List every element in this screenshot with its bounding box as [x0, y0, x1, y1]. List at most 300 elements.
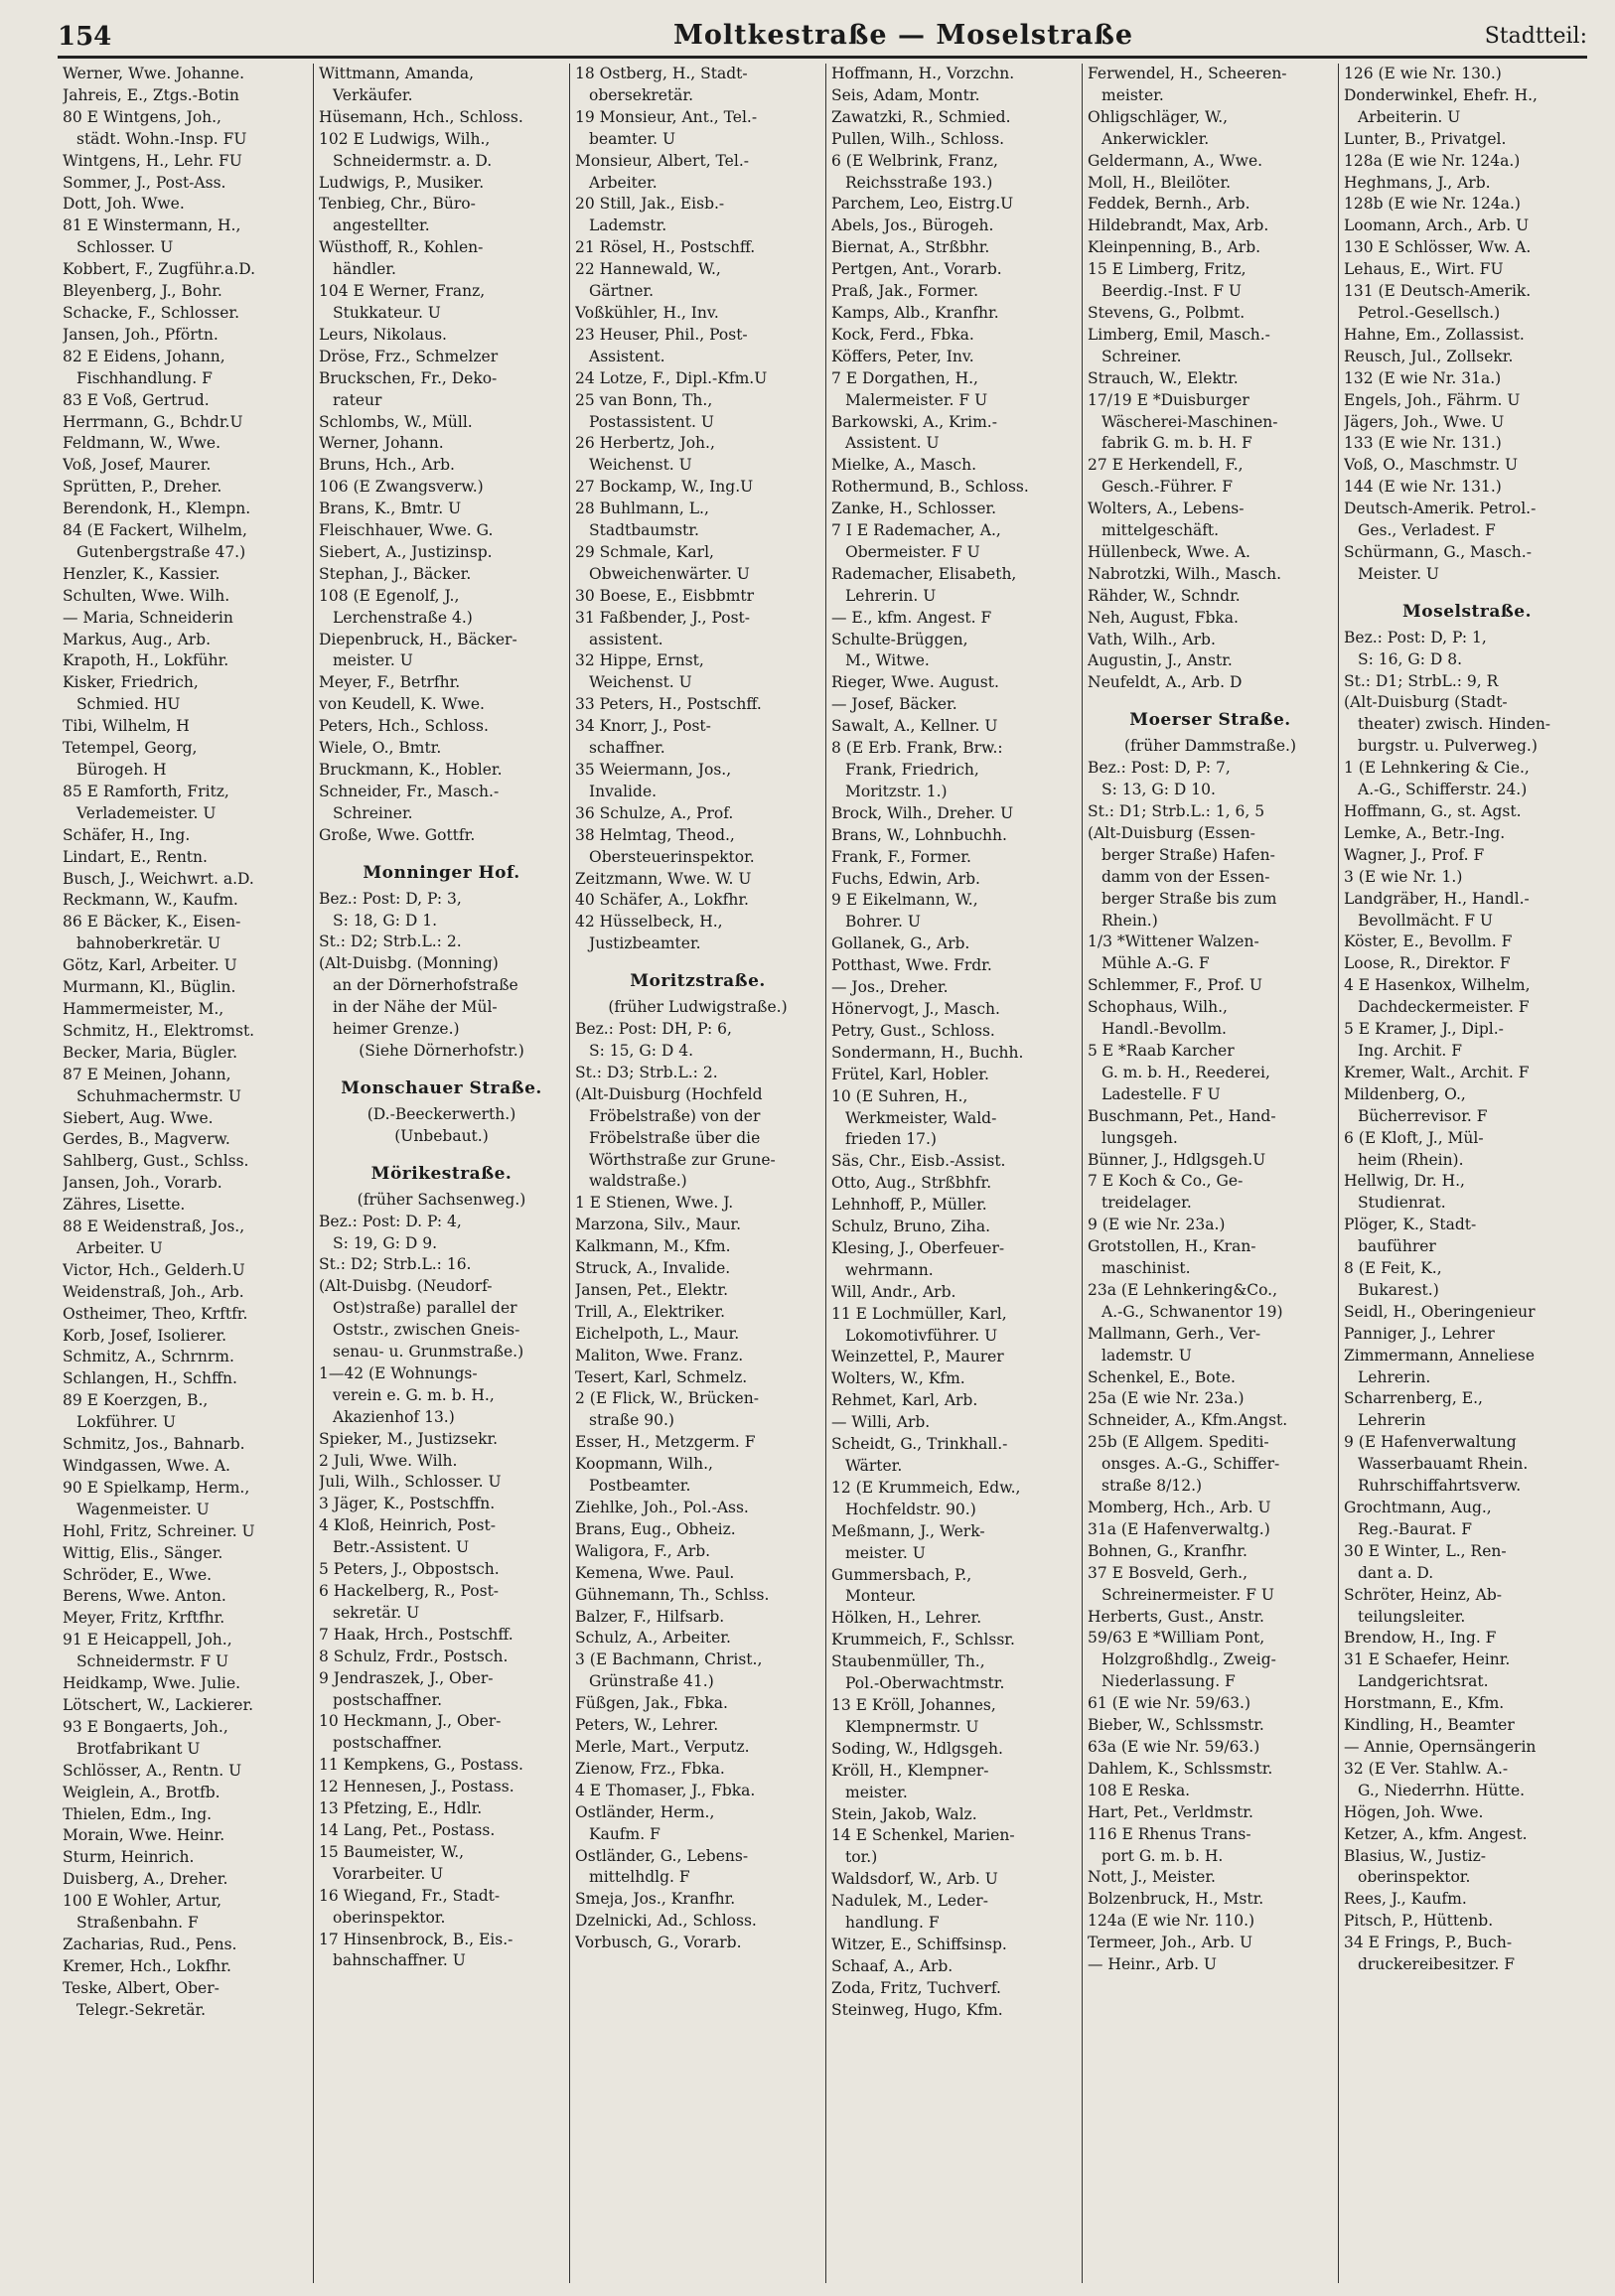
- directory-entry: Vorbusch, G., Vorarb.: [575, 1934, 742, 1952]
- directory-entry: 34 Knorr, J., Post-: [575, 717, 711, 736]
- directory-entry: G. m. b. H., Reederei,: [1101, 1063, 1270, 1081]
- directory-entry: 2 (E Flick, W., Brücken-: [575, 1389, 759, 1408]
- directory-entry: Malermeister. F U: [845, 390, 988, 409]
- directory-entry: — Jos., Dreher.: [831, 978, 949, 997]
- directory-entry: oberinspektor.: [333, 1908, 446, 1927]
- directory-entry: Struck, A., Invalide.: [575, 1259, 731, 1278]
- directory-entry: 80 E Wintgens, Joh.,: [63, 107, 221, 126]
- directory-entry: St.: D3; Strb.L.: 2.: [575, 1063, 718, 1081]
- directory-entry: Bohnen, G., Kranfhr.: [1088, 1541, 1248, 1560]
- directory-entry: Bez.: Post: DH, P: 6,: [575, 1020, 732, 1039]
- directory-entry: Mallmann, Gerh., Ver-: [1088, 1324, 1261, 1343]
- directory-entry: G., Niederrhn. Hütte.: [1358, 1781, 1526, 1799]
- directory-entry: St.: D1; StrbL.: 9, R: [1344, 671, 1499, 690]
- directory-entry: — Heinr., Arb. U: [1088, 1955, 1217, 1974]
- directory-entry: Kobbert, F., Zugführ.a.D.: [63, 260, 256, 279]
- directory-entry: Postbeamter.: [589, 1477, 691, 1496]
- directory-entry: Hoffmann, G., st. Agst.: [1344, 802, 1522, 820]
- directory-entry: 9 (E Hafenverwaltung: [1344, 1433, 1517, 1452]
- directory-entry: Brans, Eug., Obheiz.: [575, 1519, 736, 1538]
- directory-entry: (Alt-Duisburg (Essen-: [1088, 823, 1255, 842]
- directory-entry: Markus, Aug., Arb.: [63, 630, 212, 648]
- directory-entry: Eichelpoth, L., Maur.: [575, 1324, 740, 1343]
- directory-entry: Bruckschen, Fr., Deko-: [319, 368, 498, 387]
- directory-entry: 102 E Ludwigs, Wilh.,: [319, 129, 491, 148]
- directory-entry: Bruns, Hch., Arb.: [319, 456, 455, 475]
- directory-entry: Gärtner.: [589, 282, 655, 301]
- directory-entry: Kremer, Hch., Lokfhr.: [63, 1956, 231, 1975]
- street-heading: Moerser Straße.: [1129, 710, 1291, 731]
- directory-entry: — Annie, Opernsängerin: [1344, 1737, 1537, 1756]
- directory-entry: verein e. G. m. b. H.,: [333, 1385, 495, 1404]
- directory-entry: Schreiner.: [333, 803, 413, 822]
- directory-entry: 5 E Kramer, J., Dipl.-: [1344, 1020, 1504, 1039]
- directory-entry: 25b (E Allgem. Spediti-: [1088, 1433, 1269, 1452]
- directory-entry: 93 E Bongaerts, Joh.,: [63, 1717, 228, 1736]
- directory-entry: Kindling, H., Beamter: [1344, 1716, 1515, 1735]
- column-3: [570, 64, 826, 2283]
- directory-entry: dant a. D.: [1358, 1563, 1434, 1582]
- directory-entry: Dröse, Frz., Schmelzer: [319, 347, 499, 365]
- directory-entry: Bez.: Post: D, P: 7,: [1088, 759, 1231, 778]
- directory-entry: Fischhandlung. F: [76, 368, 213, 387]
- directory-entry: Blasius, W., Justiz-: [1344, 1846, 1487, 1865]
- directory-entry: 31a (E Hafenverwaltg.): [1088, 1519, 1270, 1538]
- directory-entry: 7 Haak, Hrch., Postschff.: [319, 1625, 514, 1644]
- directory-entry: 7 E Dorgathen, H.,: [831, 368, 978, 387]
- directory-entry: 6 (E Welbrink, Franz,: [831, 151, 998, 170]
- directory-entry: (Unbebaut.): [394, 1126, 489, 1145]
- directory-entry: Füßgen, Jak., Fbka.: [575, 1694, 728, 1713]
- directory-entry: Esser, H., Metzgerm. F: [575, 1433, 756, 1452]
- street-heading: Mörikestraße.: [370, 1163, 513, 1184]
- directory-entry: Murmann, Kl., Büglin.: [63, 978, 236, 997]
- directory-entry: Biernat, A., Strßbhr.: [831, 238, 990, 257]
- directory-entry: Obersteuerinspektor.: [589, 847, 755, 866]
- directory-entry: straße 8/12.): [1101, 1477, 1203, 1496]
- directory-entry: Ost)straße) parallel der: [333, 1299, 517, 1318]
- directory-entry: Schreiner.: [1101, 347, 1182, 365]
- directory-entry: Victor, Hch., Gelderh.U: [63, 1260, 245, 1279]
- directory-entry: wehrmann.: [845, 1260, 934, 1279]
- directory-entry: Sprütten, P., Dreher.: [63, 478, 222, 497]
- directory-entry: 128a (E wie Nr. 124a.): [1344, 151, 1521, 170]
- directory-entry: mittelhdlg. F: [589, 1868, 690, 1887]
- directory-entry: Neufeldt, A., Arb. D: [1088, 673, 1243, 692]
- directory-entry: druckereibesitzer. F: [1358, 1955, 1515, 1974]
- directory-entry: Hochfeldstr. 90.): [845, 1500, 976, 1518]
- directory-entry: meister.: [1101, 85, 1164, 104]
- directory-entry: teilungsleiter.: [1358, 1607, 1466, 1626]
- directory-entry: Schneidermstr. F U: [76, 1652, 229, 1671]
- directory-entry: Stephan, J., Bäcker.: [319, 564, 472, 583]
- directory-entry: Ferwendel, H., Scheeren-: [1088, 65, 1287, 82]
- directory-entry: Säs, Chr., Eisb.-Assist.: [831, 1152, 1006, 1171]
- directory-entry: Lemke, A., Betr.-Ing.: [1344, 823, 1506, 842]
- directory-entry: mittelgeschäft.: [1101, 521, 1220, 540]
- directory-entry: Thielen, Edm., Ing.: [63, 1804, 213, 1823]
- directory-entry: Geldermann, A., Wwe.: [1088, 151, 1263, 170]
- directory-entry: Scheidt, G., Trinkhall.-: [831, 1435, 1008, 1454]
- directory-entry: Plöger, K., Stadt-: [1344, 1216, 1477, 1234]
- directory-entry: Loomann, Arch., Arb. U: [1344, 216, 1530, 235]
- directory-entry: (Alt-Duisburg (Stadt-: [1344, 693, 1508, 712]
- directory-entry: Mielke, A., Masch.: [831, 456, 977, 475]
- directory-entry: 133 (E wie Nr. 131.): [1344, 434, 1502, 453]
- directory-entry: Stadtbaumstr.: [589, 521, 699, 540]
- directory-entry: Wäscherei-Maschinen-: [1101, 412, 1278, 431]
- directory-entry: Rothermund, B., Schloss.: [831, 478, 1029, 497]
- directory-entry: Fleischhauer, Wwe. G.: [319, 521, 494, 540]
- directory-entry: 33 Peters, H., Postschff.: [575, 695, 762, 714]
- directory-entry: Schmitz, A., Schrnrm.: [63, 1348, 234, 1366]
- directory-entry: Horstmann, E., Kfm.: [1344, 1694, 1505, 1713]
- directory-entry: Bleyenberg, J., Bohr.: [63, 282, 222, 301]
- directory-entry: Merle, Mart., Verputz.: [575, 1737, 750, 1756]
- directory-entry: Ludwigs, P., Musiker.: [319, 173, 485, 192]
- directory-entry: Wiele, O., Bmtr.: [319, 739, 442, 758]
- directory-entry: Lerchenstraße 4.): [333, 608, 473, 627]
- directory-entry: 31 Faßbender, J., Post-: [575, 608, 751, 627]
- directory-entry: Bieber, W., Schlssmstr.: [1088, 1716, 1264, 1735]
- directory-entry: berger Straße bis zum: [1101, 889, 1277, 908]
- directory-entry: Siebert, A., Justizinsp.: [319, 542, 493, 561]
- directory-entry: Grotstollen, H., Kran-: [1088, 1237, 1256, 1256]
- directory-entry: Pol.-Oberwachtmstr.: [845, 1674, 1005, 1693]
- directory-entry: 32 (E Ver. Stahlw. A.-: [1344, 1759, 1509, 1778]
- directory-entry: 82 E Eidens, Johann,: [63, 347, 225, 365]
- directory-entry: S: 13, G: D 10.: [1101, 781, 1216, 799]
- directory-entry: S: 19, G: D 9.: [333, 1233, 438, 1252]
- directory-entry: Schulte-Brüggen,: [831, 630, 968, 648]
- directory-entry: Grünstraße 41.): [589, 1672, 714, 1691]
- directory-entry: angestellter.: [333, 216, 430, 235]
- directory-entry: oberinspektor.: [1358, 1868, 1471, 1887]
- directory-entry: Schlombs, W., Müll.: [319, 412, 473, 431]
- directory-entry: Schneidermstr. a. D.: [333, 151, 493, 170]
- directory-entry: Gerdes, B., Magverw.: [63, 1130, 230, 1149]
- directory-entry: 9 Jendraszek, J., Ober-: [319, 1668, 494, 1687]
- directory-entry: Mildenberg, O.,: [1344, 1084, 1466, 1103]
- directory-entry: 38 Helmtag, Theod.,: [575, 825, 735, 844]
- directory-entry: Neh, August, Fbka.: [1088, 608, 1239, 627]
- directory-entry: Monsieur, Albert, Tel.-: [575, 151, 749, 170]
- directory-entry: Leurs, Nikolaus.: [319, 325, 447, 344]
- directory-entry: 22 Hannewald, W.,: [575, 260, 721, 279]
- directory-entry: 17 Hinsenbrock, B., Eis.-: [319, 1930, 514, 1948]
- directory-entry: Tesert, Karl, Schmelz.: [575, 1367, 748, 1386]
- directory-entry: Lokführer. U: [76, 1413, 176, 1432]
- directory-entry: damm von der Essen-: [1101, 867, 1270, 886]
- directory-entry: Werner, Johann.: [319, 434, 444, 453]
- directory-entry: Schuhmachermstr. U: [76, 1086, 241, 1105]
- directory-entry: Jansen, Joh., Vorarb.: [63, 1174, 222, 1193]
- directory-entry: meister.: [845, 1783, 908, 1801]
- directory-entry: Hildebrandt, Max, Arb.: [1088, 216, 1269, 235]
- directory-entry: Zienow, Frz., Fbka.: [575, 1759, 725, 1778]
- directory-entry: Schneider, A., Kfm.Angst.: [1088, 1411, 1288, 1430]
- directory-entry: Peters, Hch., Schloss.: [319, 717, 489, 736]
- directory-entry: maschinist.: [1101, 1259, 1191, 1278]
- directory-entry: 25 van Bonn, Th.,: [575, 390, 713, 409]
- directory-entry: Petry, Gust., Schloss.: [831, 1021, 995, 1040]
- directory-entry: Juli, Wilh., Schlosser. U: [319, 1473, 502, 1492]
- directory-entry: an der Dörnerhofstraße: [333, 976, 518, 995]
- directory-entry: Weichenst. U: [589, 673, 692, 692]
- directory-entry: Potthast, Wwe. Frdr.: [831, 956, 992, 975]
- directory-entry: Petrol.-Gesellsch.): [1358, 303, 1501, 322]
- directory-entry: Lötschert, W., Lackierer.: [63, 1695, 254, 1714]
- directory-entry: 23a (E Lehnkering&Co.,: [1088, 1280, 1278, 1299]
- directory-entry: Barkowski, A., Krim.-: [831, 412, 997, 431]
- directory-entry: Schlosser. U: [76, 238, 174, 257]
- directory-entry: Fröbelstraße über die: [589, 1128, 761, 1147]
- directory-entry: Tibi, Wilhelm, H: [63, 717, 190, 736]
- directory-entry: Buschmann, Pet., Hand-: [1088, 1106, 1276, 1125]
- directory-entry: (Alt-Duisbg. (Neudorf-: [319, 1277, 493, 1296]
- directory-entry: Rees, J., Kaufm.: [1344, 1890, 1467, 1909]
- directory-entry: Große, Wwe. Gottfr.: [319, 825, 476, 844]
- directory-entry: Loose, R., Direktor. F: [1344, 954, 1511, 973]
- directory-entry: Schacke, F., Schlosser.: [63, 303, 240, 322]
- directory-entry: Lindart, E., Rentn.: [63, 847, 208, 866]
- directory-entry: Assistent.: [589, 347, 665, 365]
- directory-entry: lademstr. U: [1101, 1346, 1192, 1364]
- directory-entry: Schenkel, E., Bote.: [1088, 1367, 1236, 1386]
- directory-entry: Grochtmann, Aug.,: [1344, 1499, 1492, 1516]
- directory-entry: 132 (E wie Nr. 31a.): [1344, 368, 1502, 387]
- directory-entry: Schröter, Heinz, Ab-: [1344, 1585, 1502, 1604]
- page-title: Moltkestraße — Moselstraße: [673, 20, 1134, 51]
- directory-entry: (früher Ludwigstraße.): [608, 998, 788, 1017]
- directory-entry: Frank, Friedrich,: [845, 761, 979, 779]
- directory-entry: Krapoth, H., Lokführ.: [63, 651, 229, 670]
- directory-entry: Jägers, Joh., Wwe. U: [1344, 412, 1505, 431]
- directory-entry: 128b (E wie Nr. 124a.): [1344, 195, 1521, 214]
- directory-entry: Obweichenwärter. U: [589, 564, 750, 583]
- directory-entry: Kremer, Walt., Archit. F: [1344, 1063, 1530, 1081]
- directory-entry: Brans, W., Lohnbuchh.: [831, 825, 1007, 844]
- directory-entry: 21 Rösel, H., Postschff.: [575, 238, 756, 257]
- directory-entry: 17/19 E *Duisburger: [1088, 390, 1249, 409]
- directory-entry: Bukarest.): [1358, 1280, 1439, 1299]
- directory-entry: Wittmann, Amanda,: [319, 65, 475, 82]
- directory-entry: berger Straße) Hafen-: [1101, 845, 1275, 864]
- directory-entry: Wintgens, H., Lehr. FU: [63, 151, 242, 170]
- directory-entry: port G. m. b. H.: [1101, 1846, 1224, 1865]
- directory-entry: Ges., Verladest. F: [1358, 521, 1496, 540]
- directory-entry: (Alt-Duisburg (Hochfeld: [575, 1084, 763, 1103]
- directory-entry: Meßmann, J., Werk-: [831, 1521, 985, 1540]
- directory-entry: Weidenstraß, Joh., Arb.: [63, 1282, 244, 1301]
- directory-entry: 36 Schulze, A., Prof.: [575, 803, 734, 822]
- directory-entry: Stukkateur. U: [333, 303, 441, 322]
- directory-entry: Feddek, Bernh., Arb.: [1088, 195, 1250, 214]
- directory-entry: Hammermeister, M.,: [63, 999, 224, 1018]
- directory-entry: sekretär. U: [333, 1603, 420, 1622]
- directory-entry: Lokomotivführer. U: [845, 1326, 998, 1345]
- directory-entry: Rhein.): [1101, 911, 1158, 930]
- street-heading: Monninger Hof.: [363, 862, 520, 883]
- directory-entry: Reichsstraße 193.): [845, 173, 993, 192]
- directory-entry: onsges. A.-G., Schiffer-: [1101, 1455, 1280, 1474]
- directory-entry: Pertgen, Ant., Vorarb.: [831, 260, 1002, 279]
- column-1: [58, 64, 314, 2283]
- directory-entry: Wärter.: [845, 1457, 903, 1475]
- directory-entry: Windgassen, Wwe. A.: [63, 1457, 230, 1475]
- directory-entry: Nadulek, M., Leder-: [831, 1892, 988, 1911]
- directory-entry: Götz, Karl, Arbeiter. U: [63, 956, 237, 975]
- directory-entry: meister. U: [333, 651, 413, 670]
- directory-entry: Schmied. HU: [76, 695, 181, 714]
- directory-entry: Handl.-Bevollm.: [1101, 1020, 1227, 1039]
- directory-entry: Schmitz, H., Elektromst.: [63, 1021, 255, 1040]
- directory-entry: Voß, O., Maschmstr. U: [1344, 456, 1519, 475]
- directory-entry: 1 (E Lehnkering & Cie.,: [1344, 759, 1530, 778]
- directory-entry: Sondermann, H., Buchh.: [831, 1043, 1024, 1062]
- directory-entry: 63a (E wie Nr. 59/63.): [1088, 1737, 1260, 1756]
- directory-entry: Lunter, B., Privatgel.: [1344, 129, 1507, 148]
- directory-entry: Hüllenbeck, Wwe. A.: [1088, 542, 1250, 561]
- directory-entry: Arbeiter.: [589, 173, 658, 192]
- directory-entry: Strauch, W., Elektr.: [1088, 368, 1239, 387]
- directory-entry: Bez.: Post: D, P: 1,: [1344, 628, 1487, 646]
- directory-entry: 131 (E Deutsch-Amerik.: [1344, 282, 1532, 301]
- directory-entry: Wagenmeister. U: [76, 1500, 210, 1518]
- directory-entry: 34 E Frings, P., Buch-: [1344, 1934, 1513, 1952]
- column-4: [826, 64, 1083, 2283]
- directory-entry: Obermeister. F U: [845, 542, 980, 561]
- directory-entry: 27 E Herkendell, F.,: [1088, 456, 1244, 475]
- directory-entry: Herberts, Gust., Anstr.: [1088, 1607, 1264, 1626]
- directory-entry: Zawatzki, R., Schmied.: [831, 107, 1011, 126]
- directory-entry: Krummeich, F., Schlssr.: [831, 1631, 1015, 1650]
- directory-entry: Moll, H., Bleilöter.: [1088, 173, 1232, 192]
- directory-entry: Teske, Albert, Ober-: [63, 1978, 220, 1997]
- directory-entry: Ostländer, G., Lebens-: [575, 1846, 749, 1865]
- directory-entry: Bevollmächt. F U: [1358, 911, 1493, 930]
- directory-entry: 2 Juli, Wwe. Wilh.: [319, 1451, 458, 1470]
- directory-entry: Werkmeister, Wald-: [845, 1108, 997, 1127]
- directory-entry: 29 Schmale, Karl,: [575, 542, 714, 561]
- directory-entry: Zeitzmann, Wwe. W. U: [575, 869, 752, 888]
- directory-entry: Assistent. U: [845, 434, 940, 453]
- directory-entry: 35 Weiermann, Jos.,: [575, 761, 732, 779]
- directory-entry: Telegr.-Sekretär.: [76, 2000, 207, 2019]
- directory-entry: Bruckmann, K., Hobler.: [319, 761, 503, 779]
- directory-entry: Rieger, Wwe. August.: [831, 673, 999, 692]
- directory-entry: Parchem, Leo, Eistrg.U: [831, 195, 1014, 214]
- directory-entry: Marzona, Silv., Maur.: [575, 1216, 742, 1234]
- directory-entry: Schophaus, Wilh.,: [1088, 998, 1228, 1017]
- column-6: [1339, 64, 1595, 2283]
- directory-entry: Klesing, J., Oberfeuer-: [831, 1238, 1005, 1257]
- directory-entry: 8 (E Erb. Frank, Brw.:: [831, 739, 1003, 758]
- directory-entry: 32 Hippe, Ernst,: [575, 651, 704, 670]
- directory-entry: Dachdeckermeister. F: [1358, 998, 1530, 1017]
- directory-entry: Seis, Adam, Montr.: [831, 85, 980, 104]
- directory-entry: burgstr. u. Pulverweg.): [1358, 737, 1538, 756]
- directory-entry: bahnschaffner. U: [333, 1951, 466, 1970]
- directory-entry: heim (Rhein).: [1358, 1150, 1464, 1169]
- directory-entry: Gummersbach, P.,: [831, 1565, 972, 1584]
- directory-entry: 30 Boese, E., Eisbbmtr: [575, 586, 755, 605]
- directory-entry: 19 Monsieur, Ant., Tel.-: [575, 107, 758, 126]
- directory-entry: Invalide.: [589, 782, 658, 800]
- directory-entry: 37 E Bosveld, Gerh.,: [1088, 1563, 1248, 1582]
- directory-entry: 108 E Reska.: [1088, 1781, 1191, 1799]
- directory-entry: Werner, Wwe. Johanne.: [63, 65, 245, 82]
- directory-entry: Berens, Wwe. Anton.: [63, 1587, 226, 1606]
- directory-entry: 40 Schäfer, A., Lokfhr.: [575, 891, 749, 910]
- directory-entry: Termeer, Joh., Arb. U: [1088, 1934, 1253, 1952]
- directory-entry: — Josef, Bäcker.: [831, 695, 957, 714]
- directory-entry: 7 I E Rademacher, A.,: [831, 521, 1001, 540]
- directory-entry: Panniger, J., Lehrer: [1344, 1324, 1495, 1343]
- directory-entry: Köffers, Peter, Inv.: [831, 347, 974, 365]
- directory-entry: Herrmann, G., Bchdr.U: [63, 412, 243, 431]
- directory-entry: 59/63 E *William Pont,: [1088, 1629, 1265, 1648]
- directory-entry: Ruhrschiffahrtsverw.: [1358, 1477, 1522, 1496]
- directory-entry: Diepenbruck, H., Bäcker-: [319, 630, 517, 648]
- directory-entry: Ostländer, Herm.,: [575, 1802, 715, 1821]
- directory-entry: Jansen, Pet., Elektr.: [575, 1280, 729, 1299]
- directory-entry: Vorarbeiter. U: [333, 1864, 444, 1883]
- directory-entry: 12 (E Krummeich, Edw.,: [831, 1478, 1021, 1497]
- directory-entry: Sawalt, A., Kellner. U: [831, 717, 998, 736]
- directory-entry: Monteur.: [845, 1587, 917, 1606]
- directory-entry: Bücherrevisor. F: [1358, 1106, 1488, 1125]
- directory-entry: Schulz, Bruno, Ziha.: [831, 1218, 991, 1236]
- directory-entry: Deutsch-Amerik. Petrol.-: [1344, 500, 1537, 518]
- directory-entry: 1 E Stienen, Wwe. J.: [575, 1194, 734, 1213]
- directory-entry: 90 E Spielkamp, Herm.,: [63, 1478, 250, 1497]
- directory-entry: 9 (E wie Nr. 23a.): [1088, 1216, 1226, 1234]
- directory-entry: Feldmann, W., Wwe.: [63, 434, 221, 453]
- directory-entry: schaffner.: [589, 739, 665, 758]
- directory-entry: 8 Schulz, Frdr., Postsch.: [319, 1647, 509, 1665]
- directory-entry: Sommer, J., Post-Ass.: [63, 173, 226, 192]
- directory-entry: S: 16, G: D 8.: [1358, 649, 1463, 668]
- directory-entry: Stevens, G., Polbmt.: [1088, 303, 1246, 322]
- directory-entry: assistent.: [589, 630, 663, 648]
- directory-entry: Morain, Wwe. Heinr.: [63, 1826, 225, 1845]
- directory-entry: Nott, J., Meister.: [1088, 1868, 1216, 1887]
- directory-entry: (D.-Beeckerwerth.): [367, 1104, 516, 1123]
- directory-entry: Dahlem, K., Schlssmstr.: [1088, 1759, 1273, 1778]
- directory-entry: 14 E Schenkel, Marien-: [831, 1826, 1015, 1845]
- directory-entry: Lademstr.: [589, 216, 667, 235]
- page-number: 154: [58, 22, 112, 52]
- directory-entry: Schulz, A., Arbeiter.: [575, 1629, 731, 1648]
- directory-entry: Staubenmüller, Th.,: [831, 1652, 985, 1671]
- directory-entry: Högen, Joh. Wwe.: [1344, 1802, 1484, 1821]
- directory-entry: Ing. Archit. F: [1358, 1041, 1462, 1060]
- directory-entry: Wittig, Elis., Sänger.: [63, 1543, 223, 1562]
- directory-entry: Gesch.-Führer. F: [1101, 478, 1233, 497]
- directory-entry: 23 Heuser, Phil., Post-: [575, 325, 748, 344]
- directory-entry: — E., kfm. Angest. F: [831, 608, 992, 627]
- directory-entry: (Siehe Dörnerhofstr.): [359, 1041, 524, 1060]
- directory-entry: Tetempel, Georg,: [63, 739, 198, 758]
- directory-entry: Wagner, J., Prof. F: [1344, 845, 1485, 864]
- directory-entry: frieden 17.): [845, 1130, 937, 1149]
- directory-entry: lungsgeh.: [1101, 1128, 1178, 1147]
- directory-entry: Lehrerin.: [1358, 1367, 1431, 1386]
- directory-entry: Schlemmer, F., Prof. U: [1088, 976, 1262, 995]
- directory-entry: (früher Dammstraße.): [1123, 737, 1297, 756]
- directory-entry: Verkäufer.: [333, 85, 413, 104]
